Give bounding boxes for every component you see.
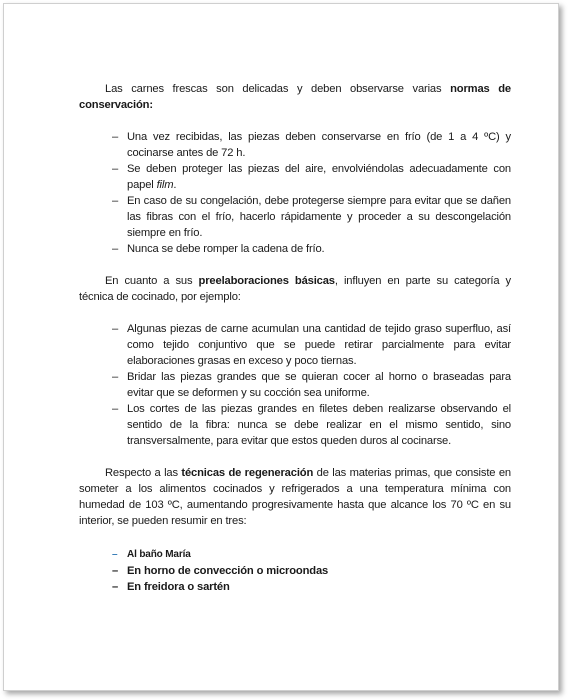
list-item-text: Algunas piezas de carne acumulan una cantidad de tejido graso superfluo, así como tejido conjuntivo que se puede retirar parcialmente para evitar elaboraciones grasas en exceso y poco tiernas. — [127, 323, 511, 367]
list-item — [112, 129, 511, 161]
dash-bullet: – — [112, 565, 119, 577]
list-item-text: . — [173, 179, 177, 191]
paragraph-regeneration — [79, 465, 511, 529]
paragraph-text: En cuanto a sus — [105, 275, 199, 287]
list-item-text: Al baño María — [127, 549, 191, 560]
dash-bullet: – — [112, 131, 119, 143]
list-item-text: En freidora o sartén — [127, 581, 230, 593]
paragraph-text: , influyen en parte su categoría y técnica de cocinado, por ejemplo: — [79, 275, 511, 303]
dash-bullet: – — [112, 371, 119, 383]
spacer — [79, 257, 511, 273]
list-item-text: En caso de su congelación, debe protegerse siempre para evitar que se dañen las fibras con el frío, hacerlo rápidamente y proceder a su descongelación siempre en frío. — [127, 195, 511, 239]
dash-bullet: – — [112, 581, 119, 593]
page-content — [79, 81, 511, 595]
list-item-text: Nunca se debe romper la cadena de frío. — [127, 243, 325, 255]
bold-term: normas de conservación: — [79, 83, 511, 111]
dash-bullet: – — [112, 195, 119, 207]
dash-bullet: – — [112, 403, 119, 415]
list-item-text: Bridar las piezas grandes que se quieran cocer al horno o braseadas para evitar que se deformen y su cocción sea uniforme. — [127, 371, 511, 399]
list-item — [112, 579, 511, 595]
list-item — [112, 401, 511, 449]
dash-bullet: – — [112, 323, 119, 335]
list-item-text: Una vez recibidas, las piezas deben conservarse en frío (de 1 a 4 ºC) y cocinarse antes de 72 h. — [127, 131, 511, 159]
regeneration-list — [79, 547, 511, 595]
italic-term: film — [156, 179, 174, 191]
document-page — [3, 3, 559, 691]
list-item — [112, 321, 511, 369]
bold-term: preelaboraciones básicas — [198, 275, 335, 287]
paragraph-text: de las materias primas, que consiste en someter a los alimentos cocinados y refrigerados a una temperatura mínima con humedad de 103 ºC, aumentando progresivamente hasta que alcance los 70 ºC en su interior, se pueden resumir en tres: — [79, 467, 511, 527]
dash-bullet: – — [112, 163, 119, 175]
list-item-text: En horno de convección o microondas — [127, 565, 329, 577]
list-item — [112, 563, 511, 579]
list-item — [112, 241, 511, 257]
list-item — [112, 547, 511, 563]
bold-term: técnicas de regeneración — [181, 467, 314, 479]
list-item — [112, 161, 511, 193]
list-item — [112, 369, 511, 401]
list-item-text: Los cortes de las piezas grandes en filetes deben realizarse observando el sentido de la fibra: nunca se debe realizar en el mismo sentido, sino transversalmente, para evitar que estos queden duros al cocinarse. — [127, 403, 511, 447]
spacer — [79, 449, 511, 465]
paragraph-preelaboration — [79, 273, 511, 305]
paragraph-text: Las carnes frescas son delicadas y deben observarse varias — [105, 83, 451, 95]
dash-bullet: – — [112, 243, 119, 255]
list-item — [112, 193, 511, 241]
conservation-list — [79, 129, 511, 257]
preelaboration-list — [79, 321, 511, 449]
paragraph-text: Respecto a las — [105, 467, 182, 479]
dash-bullet: – — [112, 549, 118, 560]
paragraph-conservation — [79, 81, 511, 113]
list-item-text: Se deben proteger las piezas del aire, envolviéndolas adecuadamente con papel — [127, 163, 511, 191]
